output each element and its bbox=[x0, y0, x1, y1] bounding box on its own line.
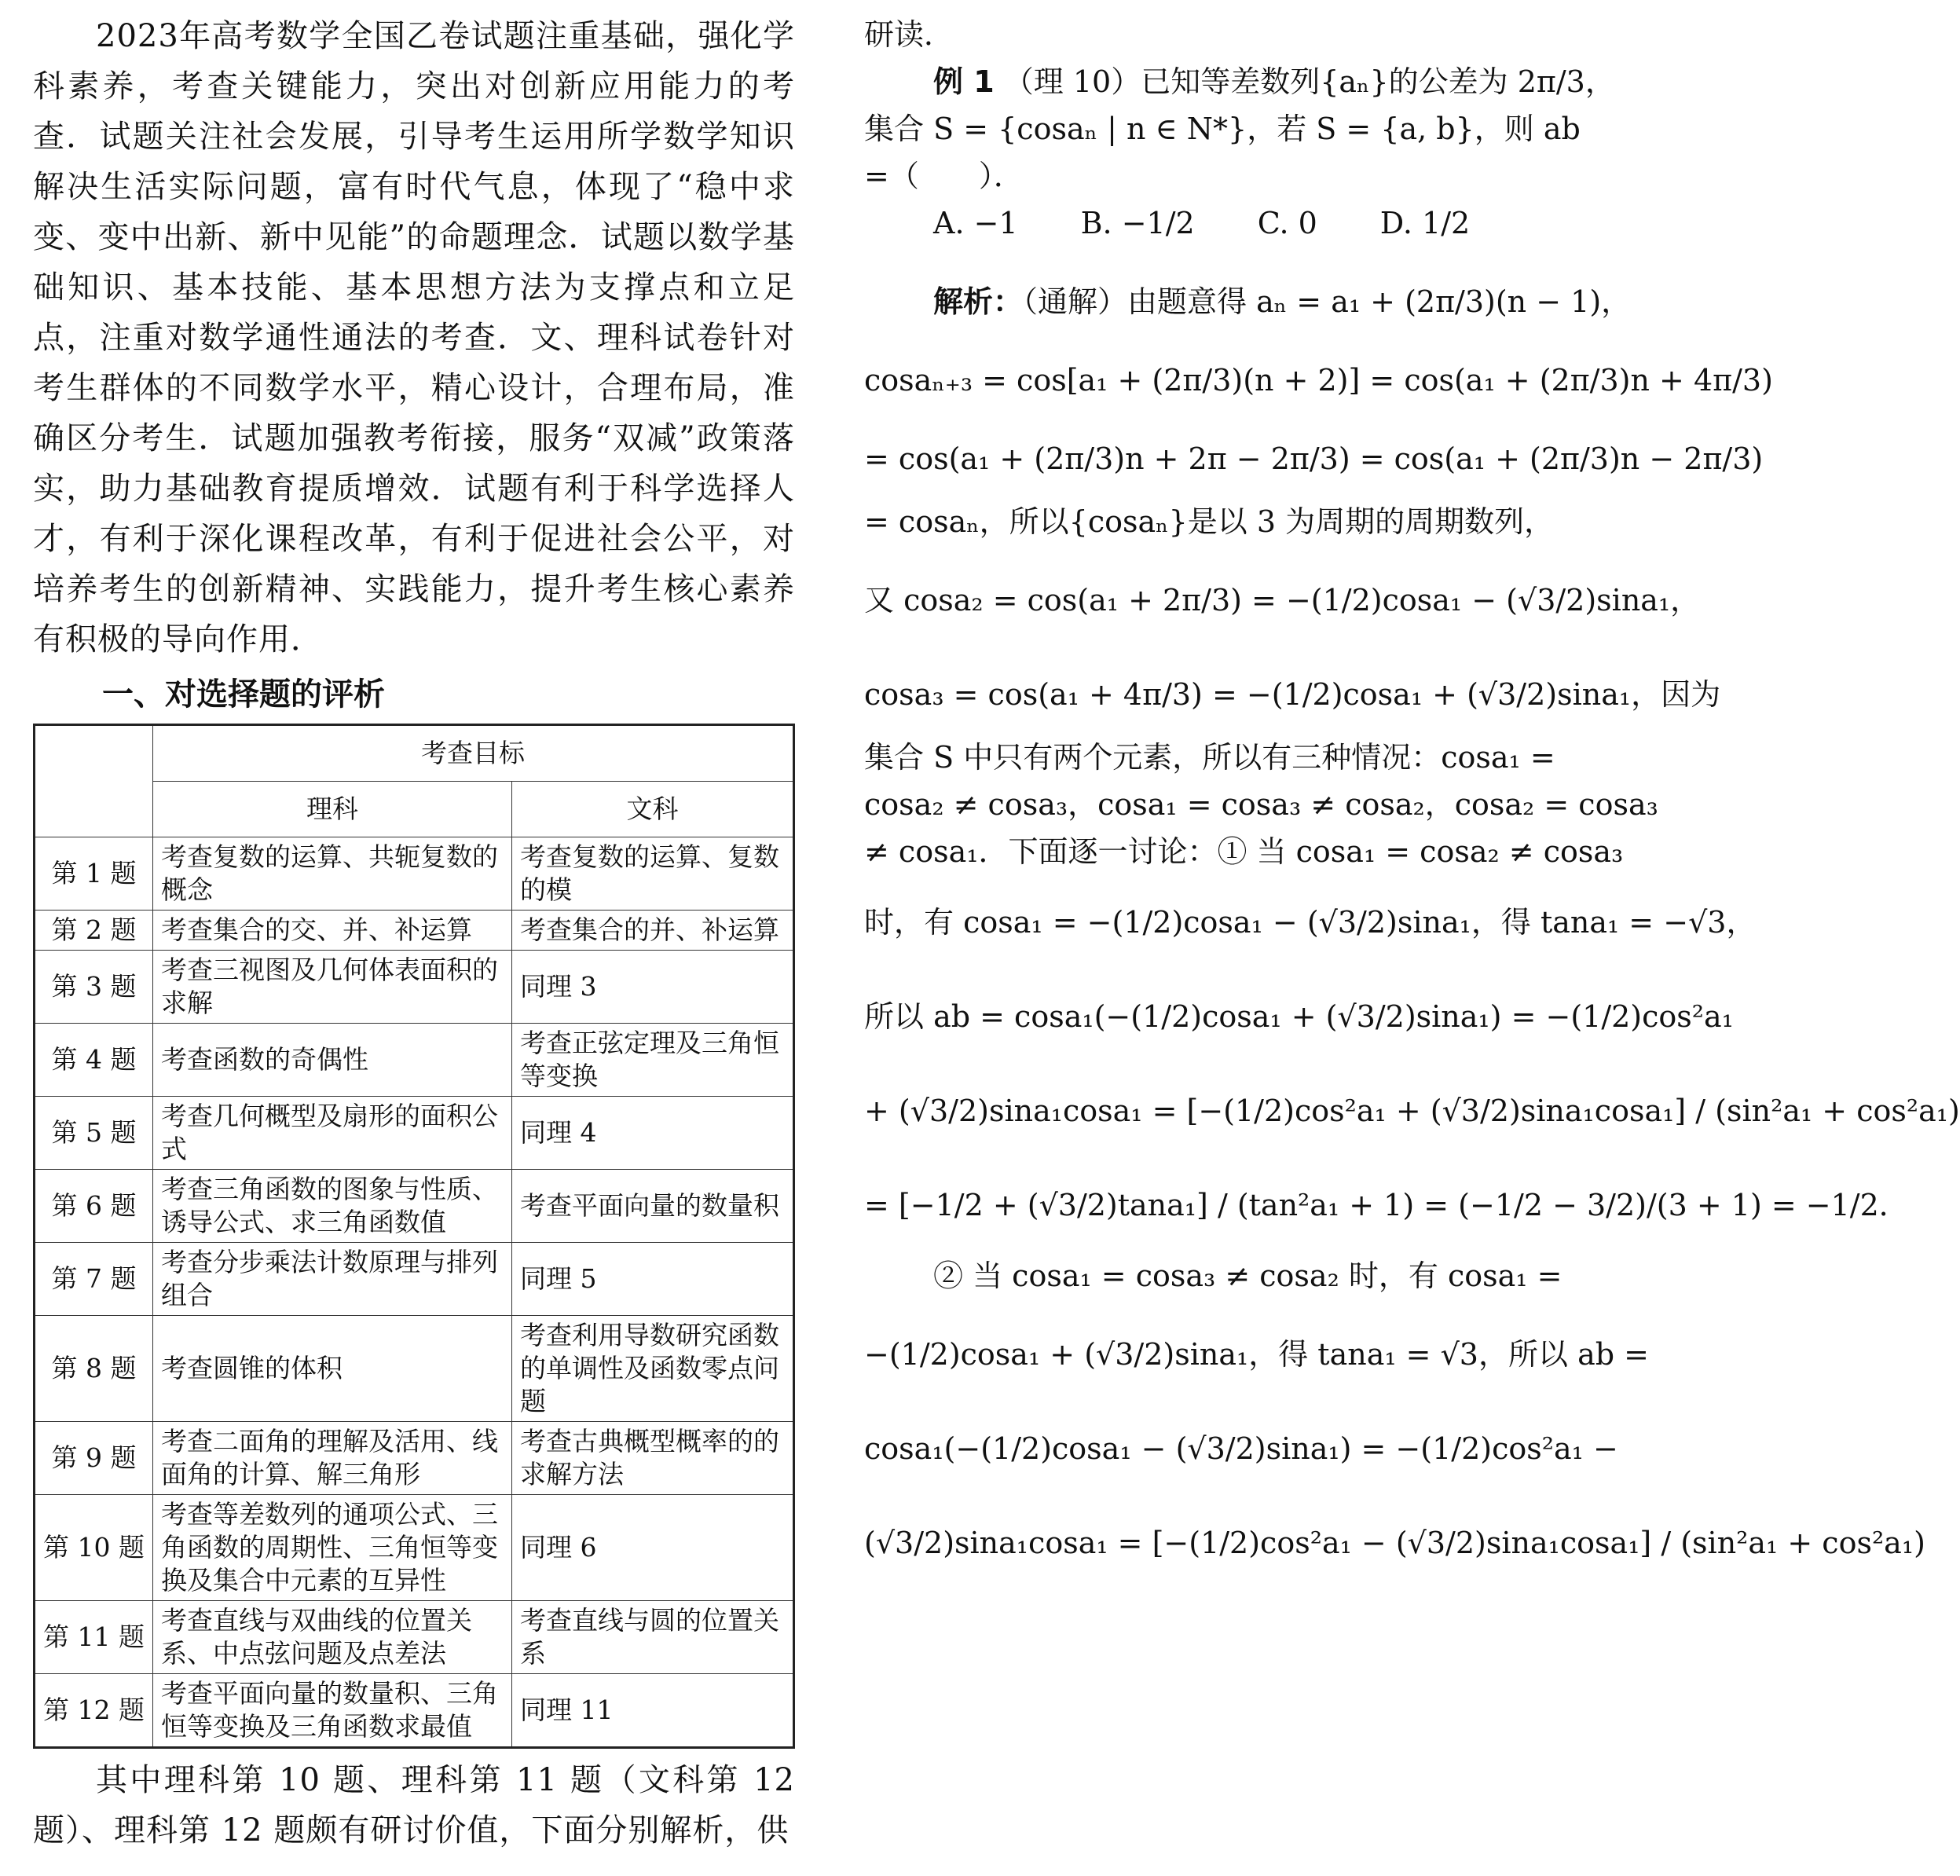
analysis-line: cosa₂ ≠ cosa₃，cosa₁ = cosa₃ ≠ cosa₂，cosa₂ = cosa₃ bbox=[864, 787, 1658, 822]
intro-paragraph: 2023年高考数学全国乙卷试题注重基础，强化学科素养，考查关键能力，突出对创新应用能力的考查．试题关注社会发展，引导考生运用所学数学知识解决生活实际问题，富有时代气息，体现了“稳中求变、变中出新、新中见能”的命题理念．试题以数学基础知识、基本技能、基本思想方法为支撑点和立足点，注重对数学通性通法的考查．文、理科试卷针对考生群体的不同数学水平，精心设计，合理布局，准确区分考生．试题加强教考衔接，服务“双减”政策落实，助力基础教育提质增效．试题有利于科学选择人才，有利于深化课程改革，有利于促进社会公平，对培养考生的创新精神、实践能力，提升考生核心素养有积极的导向作用． bbox=[33, 18, 795, 658]
table-cell-art: 考查利用导数研究函数的单调性及函数零点问题 bbox=[511, 1316, 793, 1422]
analysis-line: −(1/2)cosa₁ + (√3/2)sina₁，得 tana₁ = √3，所以 ab = bbox=[864, 1337, 1649, 1372]
table-cell-qnum: 第 4 题 bbox=[35, 1024, 153, 1097]
example-text: （理 10）已知等差数列{aₙ}的公差为 2π/3， bbox=[1003, 64, 1615, 99]
group-header: 考查目标 bbox=[152, 725, 793, 782]
analysis-line: cosa₃ = cos(a₁ + 4π/3) = −(1/2)cosa₁ + (√3/2)sina₁，因为 bbox=[864, 677, 1721, 712]
option-c: C. 0 bbox=[1257, 206, 1317, 240]
table-cell-qnum: 第 5 题 bbox=[35, 1097, 153, 1170]
analysis-line: cosaₙ₊₃ = cos[a₁ + (2π/3)(n + 2)] = cos(a₁ + (2π/3)n + 4π/3) bbox=[864, 363, 1773, 398]
table-cell-art: 考查复数的运算、复数的模 bbox=[511, 837, 793, 911]
analysis-line: 时，有 cosa₁ = −(1/2)cosa₁ − (√3/2)sina₁，得 tana₁ = −√3， bbox=[864, 905, 1757, 940]
table-row bbox=[35, 1422, 794, 1495]
table-cell-qnum: 第 2 题 bbox=[35, 911, 153, 951]
table-cell-qnum: 第 10 题 bbox=[35, 1495, 153, 1601]
table-cell-sci: 考查函数的奇偶性 bbox=[152, 1024, 511, 1097]
table-cell-sci: 考查三角函数的图象与性质、诱导公式、求三角函数值 bbox=[152, 1170, 511, 1243]
analysis-line: cosa₁(−(1/2)cosa₁ − (√3/2)sina₁) = −(1/2)cos²a₁ − bbox=[864, 1431, 1618, 1466]
table-row bbox=[35, 1170, 794, 1243]
table-row bbox=[35, 911, 794, 951]
option-d: D. 1/2 bbox=[1379, 206, 1471, 240]
table-cell-qnum: 第 6 题 bbox=[35, 1170, 153, 1243]
table-row bbox=[35, 1674, 794, 1748]
option-a: A. −1 bbox=[933, 206, 1018, 240]
left-column bbox=[33, 11, 795, 1856]
table-cell-qnum: 第 11 题 bbox=[35, 1601, 153, 1674]
answer-options bbox=[864, 200, 1618, 247]
example-label: 例 1 bbox=[933, 64, 995, 99]
table-row bbox=[35, 1024, 794, 1097]
right-column bbox=[864, 11, 1960, 1566]
analysis-line: = cosaₙ，所以{cosaₙ}是以 3 为周期的周期数列， bbox=[864, 504, 1555, 539]
table-body bbox=[35, 837, 794, 1748]
bottom-paragraph: 其中理科第 10 题、理科第 11 题（文科第 12 题）、理科第 12 题颇有研讨价值，下面分别解析，供 bbox=[33, 1762, 795, 1849]
table-cell-qnum: 第 9 题 bbox=[35, 1422, 153, 1495]
analysis-line: (√3/2)sina₁cosa₁ = [−(1/2)cos²a₁ − (√3/2)sina₁cosa₁] / (sin²a₁ + cos²a₁) bbox=[864, 1526, 1925, 1560]
table-cell-art: 考查古典概型概率的的求解方法 bbox=[511, 1422, 793, 1495]
table-cell-art: 同理 4 bbox=[511, 1097, 793, 1170]
table-cell-art: 同理 5 bbox=[511, 1243, 793, 1316]
analysis-text-0: （通解）由题意得 aₙ = a₁ + (2π/3)(n − 1)， bbox=[1023, 284, 1632, 319]
table-row bbox=[35, 951, 794, 1024]
table-row bbox=[35, 1316, 794, 1422]
table-cell-qnum: 第 7 题 bbox=[35, 1243, 153, 1316]
table-cell-qnum: 第 8 题 bbox=[35, 1316, 153, 1422]
option-b: B. −1/2 bbox=[1080, 206, 1195, 240]
analysis-line-0 bbox=[864, 278, 1632, 325]
analysis-label: 解析： bbox=[933, 284, 1024, 319]
table-cell-art: 考查直线与圆的位置关系 bbox=[511, 1601, 793, 1674]
table-corner bbox=[35, 725, 153, 837]
analysis-line: = cos(a₁ + (2π/3)n + 2π − 2π/3) = cos(a₁ + (2π/3)n − 2π/3) bbox=[864, 442, 1764, 476]
table-cell-qnum: 第 3 题 bbox=[35, 951, 153, 1024]
table-cell-art: 考查集合的并、补运算 bbox=[511, 911, 793, 951]
table-cell-sci: 考查直线与双曲线的位置关系、中点弦问题及点差法 bbox=[152, 1601, 511, 1674]
table-cell-sci: 考查圆锥的体积 bbox=[152, 1316, 511, 1422]
table-header-row bbox=[35, 725, 794, 782]
table-cell-qnum: 第 1 题 bbox=[35, 837, 153, 911]
col-science: 理科 bbox=[152, 782, 511, 837]
analysis-line: ② 当 cosa₁ = cosa₃ ≠ cosa₂ 时，有 cosa₁ = bbox=[933, 1259, 1563, 1293]
table-row bbox=[35, 1601, 794, 1674]
table-cell-sci: 考查二面角的理解及活用、线面角的计算、解三角形 bbox=[152, 1422, 511, 1495]
table-cell-art: 考查平面向量的数量积 bbox=[511, 1170, 793, 1243]
table-cell-art: 同理 6 bbox=[511, 1495, 793, 1601]
col-arts: 文科 bbox=[511, 782, 793, 837]
analysis-lines bbox=[864, 357, 1960, 1566]
continuation-text: 研读． bbox=[864, 17, 954, 52]
example-line-2: 集合 S = {cosaₙ | n ∈ N*}，若 S = {a, b}，则 ab bbox=[864, 112, 1581, 146]
table-cell-sci: 考查平面向量的数量积、三角恒等变换及三角函数求最值 bbox=[152, 1674, 511, 1748]
table-cell-sci: 考查集合的交、并、补运算 bbox=[152, 911, 511, 951]
table-cell-sci: 考查几何概型及扇形的面积公式 bbox=[152, 1097, 511, 1170]
table-cell-sci: 考查等差数列的通项公式、三角函数的周期性、三角恒等变换及集合中元素的互异性 bbox=[152, 1495, 511, 1601]
table-row bbox=[35, 1243, 794, 1316]
table-cell-sci: 考查复数的运算、共轭复数的概念 bbox=[152, 837, 511, 911]
table-cell-art: 同理 3 bbox=[511, 951, 793, 1024]
analysis-line: ≠ cosa₁．下面逐一讨论：① 当 cosa₁ = cosa₂ ≠ cosa₃ bbox=[864, 834, 1624, 869]
review-table bbox=[33, 724, 795, 1749]
table-cell-sci: 考查三视图及几何体表面积的求解 bbox=[152, 951, 511, 1024]
example-line-3: =（ ）． bbox=[864, 159, 1024, 193]
table-cell-sci: 考查分步乘法计数原理与排列组合 bbox=[152, 1243, 511, 1316]
analysis-line: 所以 ab = cosa₁(−(1/2)cosa₁ + (√3/2)sina₁) = −(1/2)cos²a₁ bbox=[864, 999, 1734, 1034]
table-row bbox=[35, 837, 794, 911]
analysis-line: = [−1/2 + (√3/2)tana₁] / (tan²a₁ + 1) = (−1/2 − 3/2)/(3 + 1) = −1/2． bbox=[864, 1188, 1909, 1222]
table-cell-art: 同理 11 bbox=[511, 1674, 793, 1748]
table-row bbox=[35, 1495, 794, 1601]
analysis-line: 又 cosa₂ = cos(a₁ + 2π/3) = −(1/2)cosa₁ − (√3/2)sina₁， bbox=[864, 583, 1701, 617]
table-cell-art: 考查正弦定理及三角恒等变换 bbox=[511, 1024, 793, 1097]
section-heading: 一、对选择题的评析 bbox=[102, 676, 385, 713]
analysis-line: 集合 S 中只有两个元素，所以有三种情况：cosa₁ = bbox=[864, 740, 1555, 775]
example-line-1 bbox=[864, 58, 1618, 105]
table-cell-qnum: 第 12 题 bbox=[35, 1674, 153, 1748]
table-row bbox=[35, 1097, 794, 1170]
analysis-line: + (√3/2)sina₁cosa₁ = [−(1/2)cos²a₁ + (√3/2)sina₁cosa₁] / (sin²a₁ + cos²a₁) bbox=[864, 1094, 1960, 1128]
